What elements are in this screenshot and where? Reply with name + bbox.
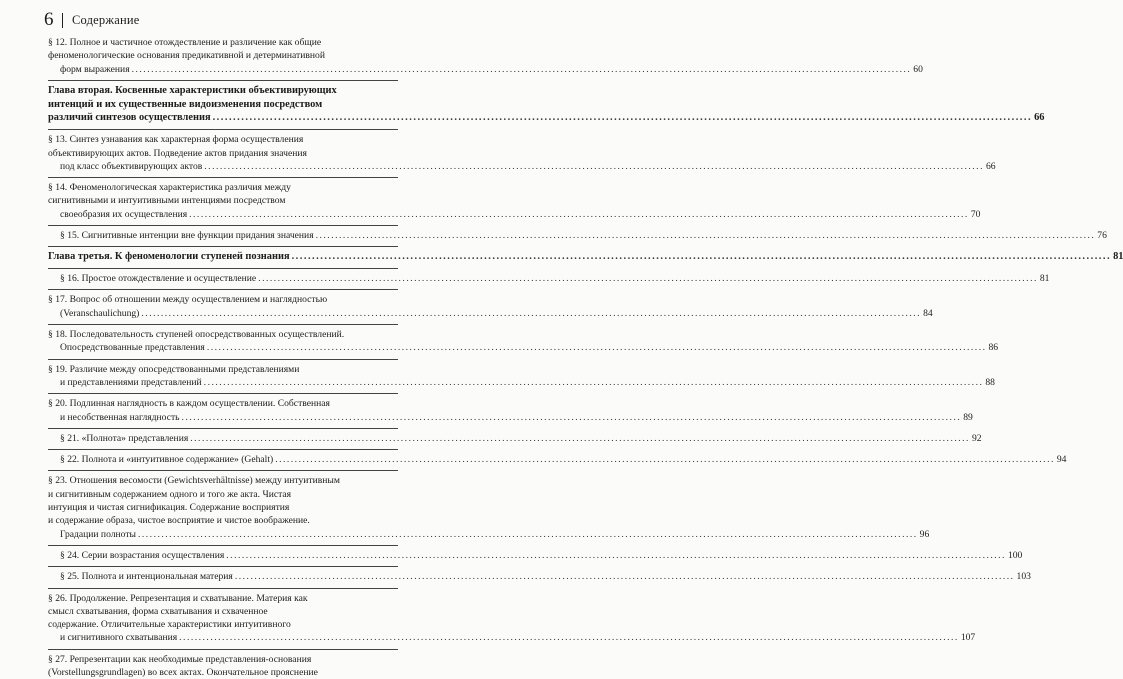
- entry-line: § 19. Различие между опосредствованными представлениями: [48, 363, 300, 375]
- entry-text: Градации полноты: [60, 528, 136, 540]
- entry-last-line: [60, 453, 1067, 466]
- page-number: 6: [44, 9, 54, 30]
- dot-leader: ........................................................................................................................................................................................................: [131, 63, 912, 75]
- dot-leader: ........................................................................................................................................................................................................: [234, 571, 1015, 583]
- entry-divider: [48, 566, 398, 567]
- entry-divider: [48, 225, 398, 226]
- entry-last-line: [60, 341, 999, 354]
- entry-text: и несобственная наглядность: [60, 411, 180, 423]
- header-title: Содержание: [72, 12, 140, 27]
- entry-page-number: 107: [960, 632, 976, 644]
- entry-page-number: 86: [988, 342, 999, 354]
- entry-page-number: 94: [1056, 454, 1067, 466]
- entry-text: и сигнитивного схватывания: [60, 632, 178, 644]
- entry-line: и сигнитивным содержанием одного и того же акта. Чистая: [48, 488, 292, 500]
- entry-page-number: 81: [1113, 251, 1123, 263]
- dot-leader: ........................................................................................................................................................................................................: [179, 632, 959, 644]
- entry-divider: [48, 177, 398, 178]
- toc-chapter[interactable]: [48, 250, 1123, 264]
- entry-text: форм выражения: [60, 63, 130, 75]
- dot-leader: ........................................................................................................................................................................................................: [315, 230, 1096, 242]
- toc-section[interactable]: [48, 653, 398, 679]
- entry-page-number: 89: [963, 411, 973, 423]
- entry-text: своеобразия их осуществления: [60, 208, 188, 220]
- dot-leader: ........................................................................................................................................................................................................: [203, 376, 984, 388]
- toc-section[interactable]: [48, 570, 1031, 583]
- dot-leader: ........................................................................................................................................................................................................: [212, 112, 1033, 124]
- entry-line: Глава вторая. Косвенные характеристики объективирующих: [48, 84, 337, 96]
- toc-chapter[interactable]: [48, 84, 1045, 125]
- entry-line: § 23. Отношения весомости (Gewichtsverhältnisse) между интуитивным: [48, 475, 340, 487]
- entry-page-number: 76: [1097, 230, 1107, 242]
- entry-divider: [48, 393, 398, 394]
- toc-section[interactable]: [48, 453, 1067, 466]
- entry-line: сигнитивными и интуитивными интенциями посредством: [48, 195, 286, 207]
- toc-section[interactable]: [48, 549, 1023, 562]
- entry-last-line: [60, 208, 981, 221]
- entry-divider: [48, 588, 398, 589]
- entry-line: феноменологические основания предикативной и детерминативной: [48, 50, 325, 62]
- entry-divider: [48, 129, 398, 130]
- entry-divider: [48, 289, 398, 290]
- entry-divider: [48, 246, 398, 247]
- entry-line: § 13. Синтез узнавания как характерная форма осуществления: [48, 134, 304, 146]
- dot-leader: ........................................................................................................................................................................................................: [189, 208, 969, 220]
- entry-page-number: 70: [970, 208, 981, 220]
- entry-last-line: [60, 570, 1031, 583]
- entry-text: § 24. Серии возрастания осуществления: [60, 549, 225, 561]
- dot-leader: ........................................................................................................................................................................................................: [226, 549, 1006, 561]
- entry-page-number: 84: [923, 307, 933, 319]
- entry-divider: [48, 359, 398, 360]
- toc-section[interactable]: [48, 272, 1050, 285]
- entry-divider: [48, 428, 398, 429]
- entry-last-line: [60, 307, 933, 320]
- dot-leader: ........................................................................................................................................................................................................: [275, 454, 1055, 466]
- entry-divider: [48, 80, 398, 81]
- toc-section[interactable]: [48, 229, 1107, 242]
- entry-divider: [48, 470, 398, 471]
- entry-line: § 14. Феноменологическая характеристика различия между: [48, 182, 291, 194]
- entry-page-number: 100: [1007, 549, 1023, 561]
- entry-line: § 27. Репрезентации как необходимые представления-основания: [48, 653, 312, 665]
- toc-section[interactable]: [48, 432, 982, 445]
- dot-leader: ........................................................................................................................................................................................................: [141, 307, 922, 319]
- entry-text: и представлениями представлений: [60, 376, 202, 388]
- dot-leader: ........................................................................................................................................................................................................: [258, 273, 1038, 285]
- toc-section[interactable]: [48, 592, 976, 645]
- entry-line: объективирующих актов. Подведение актов придания значения: [48, 147, 307, 159]
- entry-text: Глава третья. К феноменологии ступеней познания: [48, 251, 290, 263]
- toc-section[interactable]: [48, 397, 973, 424]
- dot-leader: ........................................................................................................................................................................................................: [137, 528, 918, 540]
- page-header: [44, 10, 140, 30]
- entry-page-number: 103: [1016, 571, 1031, 583]
- toc-section[interactable]: [48, 293, 933, 320]
- entry-last-line: [60, 160, 996, 173]
- entry-page-number: 66: [1034, 112, 1045, 124]
- entry-line: содержание. Отличительные характеристики интуитивного: [48, 619, 291, 631]
- entry-line: интенций и их существенные видоизменения посредством: [48, 98, 323, 110]
- entry-page-number: 66: [985, 160, 996, 172]
- entry-last-line: [60, 63, 923, 76]
- toc-section[interactable]: [48, 36, 923, 76]
- entry-text: § 16. Простое отождествление и осуществление: [60, 273, 257, 285]
- entry-last-line: [60, 631, 976, 644]
- table-of-contents: [48, 36, 1123, 679]
- entry-last-line: [60, 549, 1023, 562]
- entry-last-line: [60, 528, 930, 541]
- toc-section[interactable]: [48, 133, 996, 173]
- entry-last-line: [60, 229, 1107, 242]
- entry-text: (Veranschaulichung): [60, 307, 140, 319]
- entry-last-line: [60, 376, 995, 389]
- dot-leader: ........................................................................................................................................................................................................: [190, 432, 970, 444]
- entry-text: различий синтезов осуществления: [48, 112, 211, 124]
- entry-text: § 15. Сигнитивные интенции вне функции придания значения: [60, 230, 314, 242]
- entry-text: Опосредствованные представления: [60, 342, 205, 354]
- entry-last-line: [60, 432, 982, 445]
- entry-divider: [48, 268, 398, 269]
- entry-last-line: [48, 111, 1045, 125]
- toc-section[interactable]: [48, 363, 995, 390]
- dot-leader: ........................................................................................................................................................................................................: [206, 342, 987, 354]
- entry-line: § 20. Подлинная наглядность в каждом осуществлении. Собственная: [48, 398, 330, 410]
- entry-page-number: 88: [985, 376, 995, 388]
- entry-line: (Vorstellungsgrundlagen) во всех актах. Окончательное прояснение: [48, 666, 318, 678]
- entry-page-number: 96: [919, 528, 930, 540]
- entry-line: интуиция и чистая сигнификация. Содержание восприятия: [48, 502, 290, 514]
- entry-last-line: [60, 411, 973, 424]
- entry-line: § 26. Продолжение. Репрезентация и схватывание. Материя как: [48, 592, 308, 604]
- entry-divider: [48, 545, 398, 546]
- entry-divider: [48, 449, 398, 450]
- entry-line: § 18. Последовательность ступеней опосредствованных осуществлений.: [48, 329, 345, 341]
- dot-leader: ........................................................................................................................................................................................................: [181, 411, 962, 423]
- header-divider: [62, 13, 64, 28]
- toc-section[interactable]: [48, 181, 981, 221]
- entry-line: смысл схватывания, форма схватывания и схваченное: [48, 605, 268, 617]
- entry-line: и содержание образа, чистое восприятие и чистое воображение.: [48, 515, 310, 527]
- entry-divider: [48, 324, 398, 325]
- dot-leader: ........................................................................................................................................................................................................: [204, 160, 984, 172]
- entry-last-line: [48, 250, 1123, 264]
- entry-divider: [48, 649, 398, 650]
- entry-line: § 12. Полное и частичное отождествление и различение как общие: [48, 37, 322, 48]
- dot-leader: ........................................................................................................................................................................................................: [291, 251, 1112, 263]
- entry-page-number: 92: [971, 432, 982, 444]
- toc-section[interactable]: [48, 328, 999, 355]
- entry-text: § 21. «Полнота» представления: [60, 432, 189, 444]
- entry-last-line: [60, 272, 1050, 285]
- entry-page-number: 81: [1039, 273, 1050, 285]
- entry-text: под класс объективирующих актов: [60, 160, 203, 172]
- entry-page-number: 60: [913, 63, 923, 75]
- entry-text: § 25. Полнота и интенциональная материя: [60, 571, 233, 583]
- entry-text: § 22. Полнота и «интуитивное содержание» (Gehalt): [60, 454, 274, 466]
- toc-section[interactable]: [48, 474, 930, 540]
- entry-line: § 17. Вопрос об отношении между осуществлением и наглядностью: [48, 294, 328, 306]
